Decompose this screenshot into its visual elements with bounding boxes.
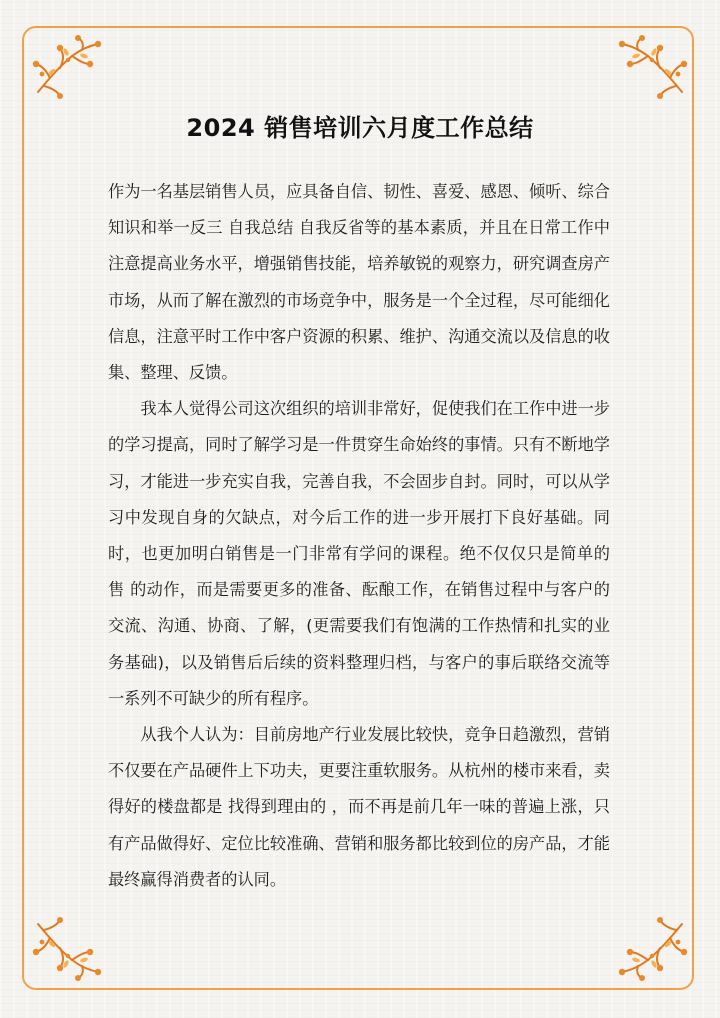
paragraph-2: 我本人觉得公司这次组织的培训非常好，促使我们在工作中进一步的学习提高，同时了解学习是一件贯穿生命始终的事情。只有不断地学习，才能进一步充实自我，完善自我，不会固步自封。同时，可以从学习中发现自身的欠缺点，对今后工作的进一步开展打下良好基础。同时，也更加明白销售是一门非常有学问的课程。绝不仅仅只是简单的 售 的动作，而是需要更多的准备、酝酿工作，在销售过程中与客户的交流、沟通、协商、了解，(更需要我们有饱满的工作热情和扎实的业务基础)，以及销售后后续的资料整理归档，与客户的事后联络交流等一系列不可缺少的所有程序。 (108, 399, 610, 708)
floral-corner-top-right-icon (614, 34, 690, 100)
floral-corner-bottom-left-icon (30, 916, 106, 982)
floral-corner-top-left-icon (30, 34, 106, 100)
document-body (108, 174, 610, 898)
document-title: 2024 销售培训六月度工作总结 (186, 114, 534, 142)
paragraph-1: 作为一名基层销售人员，应具备自信、韧性、喜爱、感恩、倾听、综合知识和举一反三 自我总结 自我反省等的基本素质，并且在日常工作中注意提高业务水平，增强销售技能，培养敏锐的观察力，研究调查房产市场，从而了解在激烈的市场竞争中，服务是一个全过程，尽可能细化信息，注意平时工作中客户资源的积累、维护、沟通交流以及信息的收集、整理、反馈。 (108, 182, 610, 383)
paragraph-3: 从我个人认为：目前房地产行业发展比较快，竞争日趋激烈，营销不仅要在产品硬件上下功夫，更要注重软服务。从杭州的楼市来看，卖得好的楼盘都是 找得到理由的 ，而不再是前几年一味的普遍上涨，只有产品做得好、定位比较准确、营销和服务都比较到位的房产品，才能最终赢得消费者的认同。 (108, 725, 610, 889)
floral-corner-bottom-right-icon (614, 916, 690, 982)
